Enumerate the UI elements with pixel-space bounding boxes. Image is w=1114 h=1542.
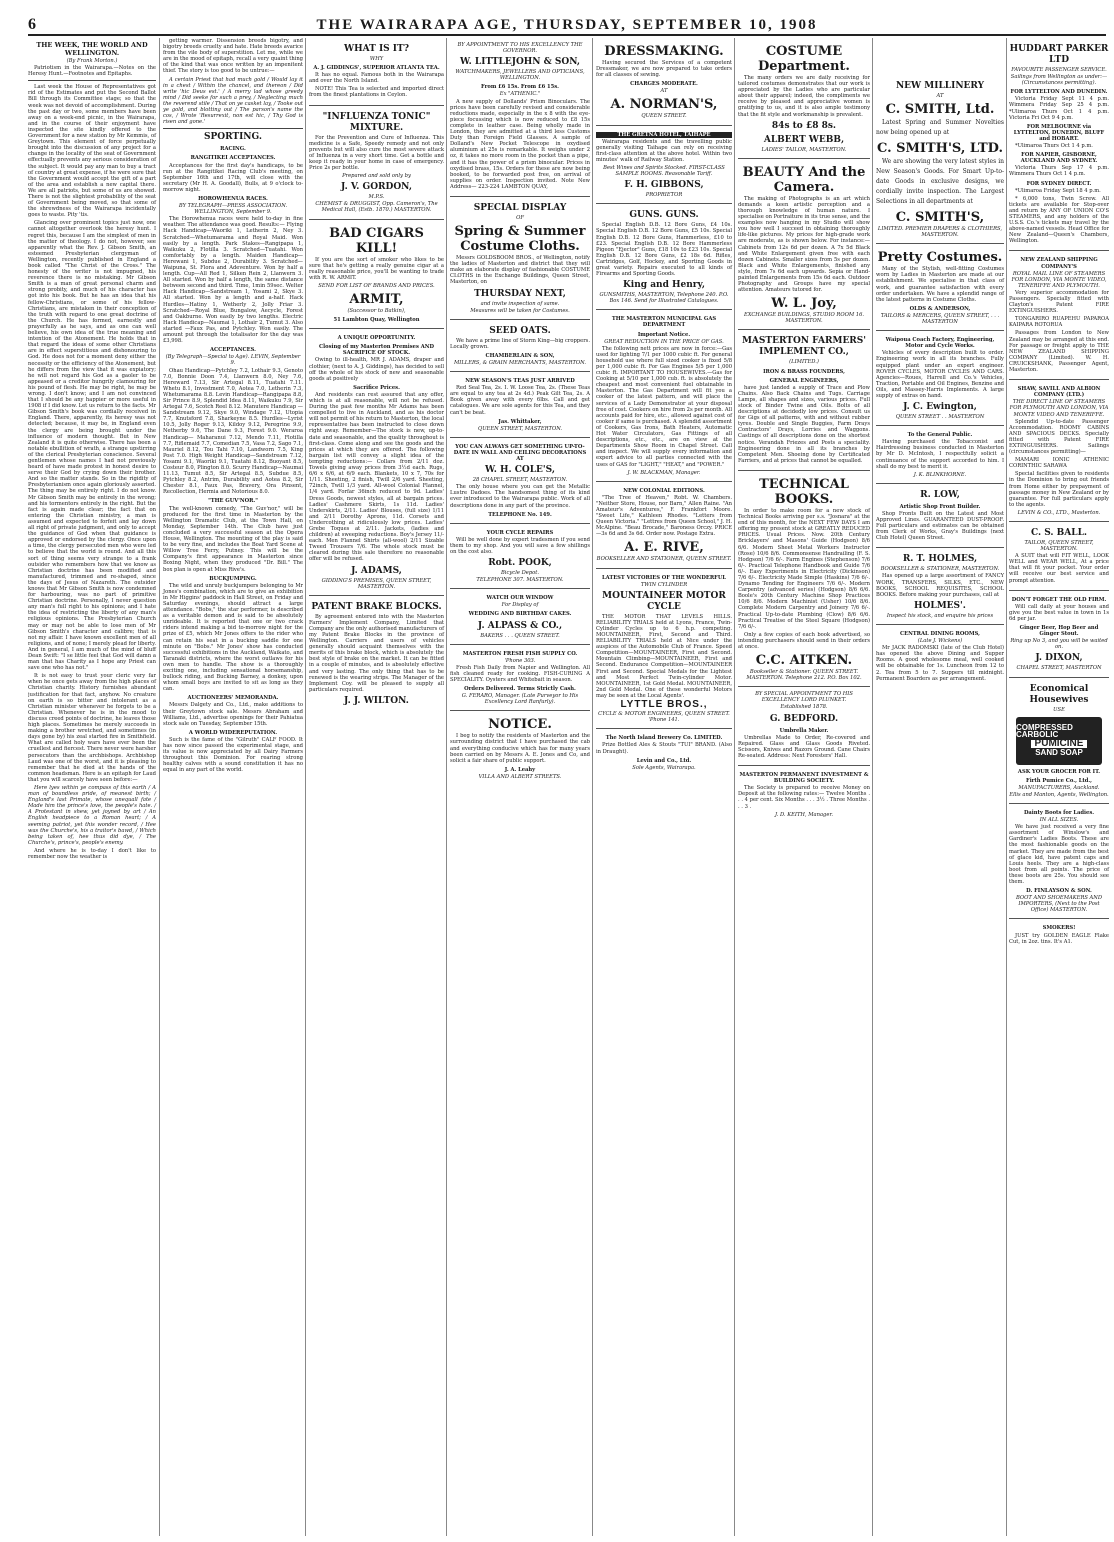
ad-text: (Late J. Wickens)	[917, 638, 963, 645]
column-2	[159, 38, 306, 1536]
ad-body: Special English D.B. 12 Bore Guns, £4 10s. Special English D.B. 12 Bore Guns, £5 10s. Special English D.B. 12 Bore Guns, Hammerless, £10 to £23. Special English D.B. 12 Bore Hammerless Pigeon "Ejector" Guns, £18 10s to £23 10s. Special English D.B. 12 Bore Guns, £2 18s 6d. Rifles, Cartridges, Golf, Hockey, and Sporting Goods in great variety. Repairs executed to all kinds of Firearms and Sporting Goods.	[596, 222, 732, 278]
ad-body: Messrs GOLDSBOOM BROS., of Wellington, notify the ladies of Masterton and district that they will make an elaborate display of fashionable COSTUME CLOTHS in the Exchange Buildings, Queen Street, Masterton, on	[450, 255, 590, 286]
ad-heading: YOUR CYCLE REPAIRS	[486, 529, 554, 536]
ad-body: I beg to notify the residents of Masterton and the surrounding district that I have purchased the cab and everything conducive which has for many years been carried on by Messrs A. E. Jones and Co, and solicit a fair share of public support.	[450, 733, 590, 764]
ad-blinkhorne	[876, 426, 1004, 484]
ad-subheading: CHARGES MODERATE.	[630, 81, 698, 88]
ad-heading: NEW SEASON'S TEAS JUST ARRIVED	[465, 378, 575, 385]
ad-adams	[309, 329, 444, 596]
ad-cole	[450, 438, 590, 524]
ad-giddings	[309, 38, 444, 106]
ad-golden-eagle	[1009, 919, 1109, 950]
ad-heading: ALBERT WEBB,	[763, 134, 845, 145]
ad-heading: YOU CAN ALWAYS GET SOMETHING UP-TO-DATE IN WALL AND CEILING DECORATIONS AT	[453, 443, 587, 463]
schedule: *Ulimaroa Thurs Oct 1 4 p.m.	[1015, 143, 1093, 150]
ad-heading: W. H. COLE'S,	[484, 465, 555, 476]
ad-brewery	[596, 729, 732, 775]
ad-body: The many orders we are daily receiving for tailored costumes demonstrates that our work is appreciated by the Ladies who are particular about their apparel; indeed, the compliments we receive by pleased and appreciative women is gratifying to us, and it is also ample testimony that the fit style and workmanship is prevalent.	[738, 75, 870, 118]
section-heading: SPORTING.	[203, 132, 263, 143]
ad-olds	[876, 244, 1004, 331]
ad-body: Will call daily at your houses and give you the best value in town in 1s 6d per jar.	[1009, 603, 1109, 622]
ad-body: Shop Fronts Built on the Latest and Most Approved Lines. GUARANTEED DUST-PROOF. Full particulars and estimates can be obtained from Clerk of Works, Gray's Buildings (next Club Hotel) Queen Street.	[876, 510, 1004, 542]
ad-heading: BEAUTY And the Camera.	[742, 164, 866, 195]
ad-heading: DON'T FORGET THE OLD FIRM.	[1011, 596, 1107, 603]
byline: (By Frank Morton.)	[66, 58, 118, 64]
ad-subheading: From £6 15s. From £6 15s.	[481, 84, 559, 91]
ad-heading: J. J. WILTON.	[344, 695, 409, 706]
ad-heading: SPECIAL DISPLAY	[473, 202, 567, 213]
ad-heading: LYTTLE BROS.,	[620, 699, 708, 711]
ad-heading: A. NORMAN'S,	[610, 97, 718, 113]
ad-heading: J. ADAMS,	[351, 565, 402, 576]
poem: A certain Priest that had much gold / Would lay it in a chest / Within the chancel, and thereon / Did write 'hic Deus est.' / A merry lad whose greedy mind / Did seeke for such a prey, / Neglecting much the reverend stile / That on ye casket lay, / Tooke out ye gold, and blotting out / The parson's name the cos, / Wrote 'Resurrexit, non est hic, / Thy God is risen and gone.'	[163, 76, 303, 126]
ad-heading: W. L. Joy,	[771, 296, 837, 312]
ad-heading: King and Henry,	[622, 280, 706, 291]
ad-heading: J. V. GORDON,	[341, 182, 412, 193]
ad-low	[876, 484, 1004, 549]
ad-heading: F. H. GIBBONS,	[624, 180, 704, 191]
ad-heading: Waipoua Coach Factory, Engineering, Motor and Cycle Works.	[885, 337, 995, 350]
ad-heading: THURSDAY NEXT,	[474, 288, 566, 299]
ad-text: WHY	[369, 56, 384, 62]
subsection-heading: HOROWHENUA RACES.	[198, 195, 268, 202]
ad-body: Very superior accommodation for Passengers. Specially fitted with Clayton's Patent FIRE EXTINGUISHERS.	[1009, 289, 1109, 315]
ad-body: If you are the sort of smoker who likes to be sure that he's getting a really genuine cigar at a really reasonable price, you'll be wanting to trade with R. W. ARMIT.	[309, 256, 444, 281]
ad-nz-shipping	[1009, 251, 1109, 380]
ad-text: and invite inspection of same.	[480, 300, 560, 307]
ad-joy	[738, 159, 870, 331]
ad-text: TELEPHONE 307. MASTERTON.	[476, 577, 564, 584]
ad-heading: 51 Lambton Quay, Wellington	[333, 317, 420, 324]
ad-text: G. FERARO, Manager. (Late Purveyor to His Excellency Lord Ranfurly).	[461, 693, 579, 706]
ad-subheading: Ginger Beer, Hop Beer and Ginger Stout.	[1019, 625, 1099, 638]
ad-text: Ring up No 3, and you will be waited on.	[1010, 638, 1108, 651]
ad-text: (Successor to Batkin),	[347, 307, 406, 314]
ad-text: CHAPEL STREET, MASTERTON	[1016, 665, 1102, 672]
ad-heading: COSTUME Department.	[758, 44, 850, 74]
ad-text: Sole Agents, Wairarapa.	[632, 764, 696, 771]
ad-subheading: GENERAL ENGINEERS,	[769, 377, 839, 384]
ad-body: Prize Bottled Ales & Stouts "TUI" BRAND. (Also in Draught).	[596, 742, 732, 755]
ad-body: Many of the Stylish, well-fitting Costumes worn by Ladies in Masterton are made at our establishment. We specialise in that class of work, and guarantee satisfaction with every order undertaken. We have a splendid range of the latest patterns in Costume Cloths.	[876, 266, 1004, 303]
ad-heading: HOLMES'.	[914, 600, 966, 611]
ad-text: OF	[516, 214, 524, 221]
ad-heading: MASTERTON PERMANENT INVESTMENT & BUILDING SOCIETY.	[739, 772, 869, 785]
steamer-list: MAMARI IONIC ATHENIC CORINTHIC SARAWA	[1009, 457, 1109, 470]
ad-text: Best Wines and Spirits Stocked. FIRST-CLASS SAMPLE ROOMS. Reasonable Tariff.	[603, 165, 725, 178]
ad-body: The making of Photographs is an art which demands a keen artistic perception and a thorough knowledge of human nature. I specialise on Portraiture in its true sense, and the examples now hanging in my Studio will show you how well I succeed in obtaining thoroughly life-like pictures. My prices for high-grade work are moderate, as is shown below. For instance:—Cabinets from 12s 6d per dozen. A 7x 5d Black and White Enlargement given free with each dozen Cabinets. Smaller sizes from 5s per dozen. Black and White Enlargements, finished any style, from 7s 6d each upwards. Sepia or Hand-painted Enlargements from 15s 6d each. Outdoor Photography and Groups have my special attention. Amateurs tutored for.	[738, 195, 870, 294]
ad-body: A SUIT that will FIT WELL, LOOK WELL and WEAR WELL, At a price that will fit your pocket. Your order will receive our best service and prompt attention.	[1009, 553, 1109, 584]
ad-heading: A. J. GIDDINGS', SUPERIOR ATLANTA TEA.	[313, 65, 440, 72]
ad-heading: NEW COLONIAL EDITIONS.	[623, 487, 705, 494]
ad-text: M.P.S.	[368, 194, 385, 201]
ad-text: Prepared and sold only by	[342, 173, 411, 180]
route-heading: FOR LYTTELTON AND DUNEDIN.	[1010, 89, 1108, 96]
route-heading: FOR NAPIER, GISBORNE, AUCKLAND AND SYDNEY.	[1020, 152, 1098, 165]
ad-text: SEND FOR LIST OF BRANDS AND PRICES.	[318, 282, 435, 289]
ad-text: PROPRIETOR	[645, 192, 683, 199]
ad-heading: ARMIT,	[349, 291, 404, 307]
ad-seed-oats	[450, 320, 590, 372]
ad-text: LEVIN & CO., LTD., Masterton.	[1017, 509, 1101, 516]
ad-heading: G. BEDFORD.	[769, 713, 839, 724]
schedule: Victoria Thurs Sep 17 4 p.m. Wimmera Thurs Oct 1 4 p.m.	[1009, 165, 1109, 178]
ad-text: VILLA AND ALBERT STREETS.	[478, 773, 562, 780]
ad-heading: To the General Public.	[907, 432, 973, 439]
ad-body: Owing to ill-health, MR J. ADAMS, draper and clothier, (next to A. J. Giddings), has decided to sell off the whole of his stock of new and seasonable goods at positively	[309, 357, 444, 382]
dateline: (By Telegraph—Special to Age). LEVIN, September 9.	[165, 354, 301, 367]
ad-gretna	[596, 126, 732, 205]
ad-heading: NEW MILLINERY	[895, 81, 985, 91]
ad-text: AT	[936, 93, 944, 99]
ad-heading: J. ALPASS & CO.,	[477, 620, 563, 631]
ad-body: Splendid Up-to-date Passenger Accommodation. ROOMY CABINS AND SPACIOUS DECKS. Specially fitted with Patent FIRE EXTINGUISHERS. Sailings (circumstances permitting)—	[1009, 418, 1109, 456]
ad-text: BY APPOINTMENT TO HIS EXCELLENCY THE GOVERNOR.	[457, 42, 583, 55]
ad-heading: J. A. Leahy	[504, 766, 536, 773]
ad-heading: Dainty Boots for Ladies.	[1023, 809, 1095, 816]
ad-subheading: Sacrifice Prices.	[353, 384, 400, 391]
ad-body: It has no equal. Famous both in the Wairarapa and over the North Island.	[309, 72, 444, 85]
soap-box-text: SAND SOAP	[1035, 747, 1083, 757]
article-heading: THE WEEK, THE WORLD AND WELLINGTON.	[36, 41, 148, 57]
ad-heading: Economical Housewives	[1029, 683, 1089, 705]
ad-smith	[876, 38, 1004, 244]
soap-box-text: COMPRESSED CARBOLIC	[1016, 723, 1073, 739]
ad-heading: SEED OATS.	[489, 325, 551, 336]
ad-text: EXCHANGE BUILDINGS, STUDIO ROOM 16. MASTERTON.	[743, 312, 865, 325]
ad-text: CYCLE & MOTOR ENGINEERS, QUEEN STREET. 'Phone 141.	[598, 711, 730, 724]
ad-teas	[450, 372, 590, 438]
ad-text: BOOT AND SHOEMAKERS AND IMPORTERS, (Next to the Post Office) MASTERTON.	[1015, 895, 1102, 914]
ad-heading: C. S. BALL.	[1030, 528, 1088, 538]
ad-text: BY SPECIAL APPOINTMENT TO HIS EXCELLENCY LORD PLUNKET.	[755, 691, 853, 704]
ad-heading: MASTERTON FRESH FISH SUPPLY CO.	[462, 650, 578, 657]
ad-body: "The Tree of Heaven," Robt. W. Chambers. "Neither Store, House, nor Barn," Allen Raine. "An Amateur's Adventures," F. Frankfort Moore. "Sweet Life," Kathleen Rhodes. "Letters from Queen Victoria." "Lettres from Queen School," J. H. McAlpine. "Beau Brocade," Baroness Orczy. PRICE—3s 6d and 3s 6d. Order now. Postage Extra.	[596, 494, 732, 538]
ad-text: Inspect his stock, and enquire his prices	[886, 612, 994, 619]
divider	[163, 128, 303, 129]
ad-body: A new supply of Dollands' Prism Binoculars. The prices have been carefully revised and considerable reductions made, especially in the x 8 with the eye-piece focussing which is now reduced to £8 15s complete in leather case. Being wholly made in London, they are admitted at a third less Customs Duty than Foreign Field Glasses. A sample of Dolland's New Pocket Telescope in oxydised aluminium at 25s is remarkable. It weighs under 2 oz, it takes no more room in the pocket than a pipe, and it has the power of a prism binocular. Prices in oxydised brass, 15s. Orders for these are now being booked, to be forwarded post free, on arrival of supplies on order. Inspection invited. Note New Address— 223-224 LAMBTON QUAY,	[450, 98, 590, 190]
paragraph: The Horowhenua races were held to-day in fine weather. The attendance was good. Results:— Flying Hack Handicap—Waoriki 1, Letherin 2, Ney 3. Scratched—Whetumarama and Royal Maid. Won easily by a length. Park Stakes—Rangipapa 1, Waikuku 2, Flotilla 3. Scratched—Tuatahi. Won comfortably by a length. Maiden Handicap—Herewani 1, Subdue 2, Durability 3. Scratched—Waipuna, St. Flora and Adeventure. Won by half a length. Cup—All Red 1, Silken Rein 2, Llanwern 3. All started. Won by half a length, the same distance between second and third. Time, 1min 59sec. Welter Hack Handicap—Sandstream 1, Yosami 2, Skye 3. All started. Won by a length and a-half. Hack Hurdles—Hatiny 1, Wetherly 2, Jolly Friar 3. Scratched—Royal Blue, Bungalow, Aecycle, Forest and Oakburne. Won easily by two lengths. Electric Hack Handicap—Naumai 1, Lothair 2, Tumut 3. Also started —Faux Pas, and Pytchley. Won easily. The amount put through the totalisator for the day was £3,998.	[163, 216, 303, 345]
ad-farmers-implement	[738, 330, 870, 471]
ad-text: J. D. KEITH, Manager.	[774, 811, 834, 818]
article-intro: Patriotism in the Wairarapa.—Notes on the Heresy Hunt.—Footnotes and Epitaphs.	[28, 65, 156, 78]
ad-body: The only house where you can get the Metallic Lustre Dadoes. The handsomest thing of its kind ever introduced to the Wairarapa public. Work of all descriptions done in any part of the province.	[450, 484, 590, 509]
paragraph: Such is the fame of the "Gilruth" CALF FOOD. It has now since passed the experimental stage, and its value is now appreciated by all Dairy Farmers throughout this Dominion. For rearing strong healthy calves with a sound constitution it has no equal in any part of the world.	[163, 736, 303, 774]
ad-text: J. K. BLINKHORNE.	[913, 471, 967, 478]
paragraph: And where he is to-day I don't like to remember now the weather is	[28, 847, 156, 860]
ad-text: (LIMITED.)	[789, 359, 819, 366]
ad-heading: NEW ZEALAND SHIPPING COMPANY'S	[1020, 257, 1098, 270]
ad-heading: CENTRAL DINING ROOMS,	[899, 630, 980, 637]
ad-pumicine	[1009, 678, 1109, 804]
ad-text: TAILORS & MERCERS, QUEEN STREET, . . . MASTERTON	[880, 312, 1000, 326]
ad-body: We have just received a very fine assortment of Winslow's and Gardiner's Ladies Boots. These are the most fashionable goods on the market. They are made from the best of glace kid, have patent caps and Louis heels. They are a high-class boot from all points. The price of these boots are 25s. You should see them.	[1009, 824, 1109, 885]
ad-body: Having secured the Services of a competent Dressmaker, we are now prepared to take orders for all classes of sewing.	[596, 60, 732, 79]
ad-text: WATCHMAKERS, JEWELLERS AND OPTICIANS, WELLINGTON.	[455, 69, 585, 82]
paragraph: Acceptances for the first day's handicaps, to be run at the Rangitikei Racing Club's meeting, on September 16th and 17th, will close with the secretary (Mr H. A. Goodall), Bulls, at 9 o'clock to-morrow night.	[163, 162, 303, 193]
ad-text: Sailings from Wellington as under:— (Circumstances permitting).	[1010, 74, 1108, 87]
ad-body: Latest Spring and Summer Novelties now being opened up at	[876, 119, 1004, 137]
ad-heading: J. C. Ewington,	[903, 402, 977, 413]
ad-heading: SMOKERS!	[1042, 925, 1076, 932]
columns	[28, 38, 1108, 1538]
subsection-heading: A WORLD WIDEREPUTATION.	[188, 729, 278, 736]
paragraph: The well-known comedy, "The Guv'nor," will be produced for the first time in Masterton by the Wellington Dramatic Club, at the Town Hall, on Monday, September 14th. The Club have just concluded a very successful season at the Opera House, Wellington. The mounting of the play is said to be very fine, and includes the Boat Yard Scene at Willow Tree Ferry, Putney. This will be the Company's first appearance in Masterton since Boxing Night, when they produced "Dr. Bill." The box plan is open at Miss Rive's.	[163, 505, 303, 573]
ad-heading: THE MASTERTON MUNICIPAL GAS DEPARTMENT	[611, 316, 717, 329]
ad-heading: D. FINLAYSON & SON.	[1026, 888, 1092, 895]
ad-body: In order to make room for a new stock of Technical Books arriving per s.s. "Josnara" at the end of this month, for the NEXT FEW DAYS I am offering my present stock at GREATLY REDUCED PRICES. Usual Prices. Now. 20th Century Bricklayers' and Masons' Guide (Hodgson) 8/6 6/6. Modern Sheet Metal Workers Instructor (Rose) 10/6 8/6. Commonsense Handrailing (F. S. Hodgson) 7/6 6/-. Farm Engines (Stephenson) 7/6 6/-. Practical Telephone Handbook and Guide 7/6 6/-. Easy Experiments in Electricity (Dickinson) 7/6 6/-. Electricity Made Simple (Haskins) 7/6 6/-. Dynamo Tending for Engineers 7/6 6/-. Modern Carpentry (advanced series) (Hodgson) 8/6 6/6. Boole's 20th Century Machine Shop Practices 10/6 8/6. Modern Machinist (Usher) 10/6 8/6. Complete Modern Carpentry and Joinery 7/6 6/-. Practical Up-to-date Plumbing (Clow) 8/6 6/6. Practical Treatise of the Steel Square (Hodgson) 7/6 6/-.	[738, 507, 870, 630]
ad-ewington	[876, 331, 1004, 426]
ad-text: J. W. BLACKMAN, Manager.	[627, 469, 701, 476]
subsection-heading: RACING.	[220, 146, 246, 153]
ad-ball	[1009, 522, 1109, 591]
ad-heading: "INFLUENZA TONIC" MIXTURE.	[322, 111, 431, 133]
ad-heading: C. SMITH, Ltd.	[885, 102, 995, 118]
ad-heading: PATENT BRAKE BLOCKS.	[311, 601, 442, 612]
ad-body: By agreement entered into with the Masterton Farmers' Implement Company, Limited that Company are the only authorised manufacturers of my Patent Brake Blocks in the province of Wellington. Carriers and users of vehicles generally should acquaint themselves with the merits of this brake block, which is absolutely the best style of brake on the market. It can be fitted in a couple of minutes, and is absolutely effective and very lasting. The only thing that has to be renewed is the wearing strips. The Manager of the Implement Coy. will be pleased to supply all particulars required.	[309, 613, 444, 693]
paragraph: Messrs Dalgety and Co., Ltd., make additions to their Greytown stock sale. Messrs Abraham and Williams, Ltd., advertise openings for their Pahiatua stock sale on Tuesday, September 15th.	[163, 702, 303, 727]
ad-heading: NOTICE.	[488, 717, 552, 733]
ad-text: TWIN CYLINDER	[640, 581, 688, 588]
ad-text: GUNSMITHS, MASTERTON, Telephone 240. P.O. Box 146. Send for Illustrated Catalogues.	[599, 292, 729, 305]
ad-heading: SHAW, SAVILL AND ALBION COMPANY (LTD.)	[1017, 386, 1101, 399]
ad-subheading: Closing of my Masterton Premises AND SACRIFICE OF STOCK.	[319, 344, 434, 357]
column-5	[592, 38, 735, 1536]
ad-text: Ellis and Manton, Agents, Wellington.	[1009, 791, 1109, 798]
ad-gas	[596, 310, 732, 481]
ad-heading: J. DIXON,	[1035, 653, 1083, 664]
ad-mountaineer	[596, 569, 732, 730]
ad-body: Mr JACK RADOMSKI (late of the Club Hotel) has opened the above Dining and Supper Rooms. A good wholesome meal, well cooked will be obtainable for 1s. Luncheon from 12 to 2. Tea from 5 to 7. Suppers till midnight. Permanent Boarders as per arrangement.	[876, 645, 1004, 682]
newspaper-title: THE WAIRARAPA AGE, THURSDAY, SEPTEMBER 10, 1908	[316, 17, 818, 33]
ad-holmes	[876, 548, 1004, 625]
ad-text: BOOKSELLER & STATIONER, MASTERTON.	[880, 566, 1000, 573]
subsection-heading: AUCTIONEERS' MEMORANDA.	[187, 695, 279, 702]
ad-rive	[596, 482, 732, 569]
ad-heading: C. SMITH'S, LTD.	[876, 141, 1004, 157]
ad-text: LADIES' TAILOR, MASTERTON.	[761, 146, 847, 153]
ad-heading: W. LITTLEJOHN & SON,	[459, 57, 581, 68]
ad-heading: WHAT IS IT?	[344, 44, 409, 54]
ad-huddart-parker	[1009, 38, 1109, 251]
ad-text: GIDDING'S PREMISES, QUEEN STREET, MASTERTON.	[321, 577, 432, 590]
ad-subheading: IRON & BRASS FOUNDERS,	[763, 368, 845, 375]
ad-body: Will be well done by expert tradesmen if you send them to my shop. And you will save a few shillings on the cost also.	[450, 536, 590, 555]
ad-alpass	[450, 589, 590, 644]
column-7	[872, 38, 1007, 1536]
soap-box-illustration	[1016, 717, 1102, 765]
ad-cigars	[309, 220, 444, 330]
ad-text: 28 CHAPEL STREET, MASTERTON.	[472, 477, 568, 484]
ad-subheading: Umbrella Maker.	[779, 727, 829, 734]
ad-body: And residents can rest assured that any offer, which is at all reasonable, will not be refused. During the past few months Mr Adams has been compelled to live in Auckland, and as his doctor will not permit of his return to Masterton, the local representative has been instructed to close down right away. Remember—The stock is new, up-to-date and seasonable, and the quality throughout is first-class. Come along and see the goods and the prices at which they are offered. The following bargain list will convey a slight idea of the tempting reductions:— Collars from 2/11 doz. Towels giving away prices from 3½d each. Rugs, 6/6 x 6/6, at 6/9 each. Blankets, 10 x 7, 70s for 1/11. Sheeting, 2 finish, Twill 2/6 yard. Sheeting, 72inch, Twill 1/3 yard. All-wool Colonial Flannel, 1/4 yard. Forfar 36inch reduced to 9d. Ladies' Dress Goods, newest styles, all at bargain prices. Ladies' Cashmere Skirts, 1s 11d. Ladies' Underskirts, 2/11. Ladies' Blouses, (full size) 1/11 and 2/11 Dorothy Aprons, 11d. Corsets and Undercothing at ridiculously low prices. Ladies' Grebe Toques at 2/11. Jackets, (ladies and children) at sweeping reductions. Boy's Jersey 11/- each. Men Flannel Shirts (all-wool) 2/11 Sizable Tweed Trousers 7/6. The whole stock must be cleared during this sale therefore no reasonable offer will be refused.	[309, 391, 444, 563]
ad-heading: Spring & Summer Costume Cloths.	[454, 224, 586, 255]
ad-subheading: ASK YOUR GROCER FOR IT.	[1017, 768, 1101, 775]
ad-text: TAILOR, QUEEN STREET, MASTERTON.	[1024, 540, 1094, 553]
ad-text: QUEEN STREET, MASTERTON.	[477, 425, 563, 432]
ad-text: MILLERS, & GRAIN MERCHANTS, MASTERTON.	[453, 360, 587, 366]
ad-text: Bicycle Depot.	[501, 570, 539, 577]
ad-body: have just landed a supply of Trace and Plow Chains. Also Back Chains and Tugs. Carriage Lamps, all shapes and sizes, various prices. Full stock of Binder Twine and Oils. Bolts of all descriptions at decidedly low prices. Consult us for Gigs of all patterns, with and without rubber tyres. Double and Single Buggies, Farm Drays Contractors' Drays, Lorries and Waggons. Castings of all descriptions done on the shortest notice. Verandah Friezes and Posts a speciality. Engineering done in all its branches by Competent Men. Shoeing done by Certificated Farriers, and at prices that cannot be equalled.	[738, 384, 870, 464]
ad-text: QUEEN STREET.	[641, 113, 687, 120]
ad-text: LIMITED. PREMIER DRAPERS & CLOTHIERS, MASTERTON.	[877, 226, 1003, 239]
subsection-heading: "THE GUV'NOR."	[208, 498, 258, 505]
ad-subheading: TELEPHONE No. 149.	[488, 511, 552, 518]
paragraph: It is not easy to trust your cleric very far when he once gets away from the high places of Christian charity. History furnishes abundant justification for that fact, anyhow. No creature on earth is so bitter and intolerant as a Christian minister whenever he forgets to be a Christian. Whenever he is in the mood to discuss creed points of doctrine, he leaves those high places. Sometimes he merely succeeds in making a brother wretched, and sometimes (in days gone by) his zeal started fire in Smithfield. What are called holy wars have ever been the cruellest and fiercest. There never were harsher persecutors than the archbishops. Archbishop Laud was one of the worst, and it is pleasing to remember that he died at the hands of the common headsman. Here is an epitaph for Laud that you will scarcely have seen before:—	[28, 673, 156, 783]
ad-influenza	[309, 106, 444, 220]
column-8	[1006, 38, 1111, 1536]
ad-text: CHEMIST & DRUGGIST, Opp. Cameron's, The Medical Hall, (Estb. 1870.) MASTERTON.	[315, 201, 438, 214]
ad-text: MANUFACTURERS, Auckland.	[1018, 784, 1100, 791]
ad-text: ROYAL MAIL LINE OF STEAMERS FOR LONDON, VIA MONTE VIDEO, TENERIFFE AND PLYMOUTH.	[1011, 270, 1107, 289]
ad-heading: R. LOW,	[920, 489, 960, 500]
subsection-heading: RANGITIKEI ACCEPTANCES.	[190, 155, 276, 162]
ad-text: BAKERS . . . QUEEN STREET.	[480, 632, 560, 639]
ad-body: Umbrellas Made to Order, Re-covered and Repaired. Glass and Glass Goods Riveted. Scissors, Knives and Razors Ground. Cane Chairs Re-seated. Address: Next Foresters' Hall.	[738, 734, 870, 759]
ad-pook	[450, 524, 590, 590]
ad-body: NOTE! This Tea is selected and imported direct from the finest plantations in Ceylon.	[309, 86, 444, 99]
ad-body: Having purchased the Tobacconist and Hairdressing business conducted in Masterton by Mr D. McIntosh, I respectfully solicit a continuance of the support accorded to him. I shall do my best to merit it.	[876, 439, 1004, 470]
column-4	[446, 38, 593, 1536]
ad-body: Vehicles of every description built to order. Engineering work in all its branches. Fully equipped plant under an expert engineer. ROVER CYCLES, MOTOR CYCLES AND CARS. Agencies—Roues, Harrell and Co.'s Vehicles, Traction, Portable and Oil Engines, Benzine and Oils, and Massey-Harris Implements. A large supply of extras on hand.	[876, 350, 1004, 399]
subsection-heading: ACCEPTANCES.	[210, 347, 256, 354]
ad-heading: Robt. POOK,	[488, 558, 552, 569]
ad-subheading: 84s to £8 8s.	[771, 120, 837, 131]
paragraph: getting warmer. Dissension breeds bigotry, and bigotry breeds cruelty and hate. Hate breeds avarice from the vile body of superstition. Let me, while we are in the mood of epitaph, recall a very quaint thing of the kind that was once written by an impenitent thief. The story is too good to be untrue:—	[163, 38, 303, 75]
ad-webb	[738, 38, 870, 159]
ad-text: 'Phone 303.	[504, 657, 536, 664]
ad-text: For Display of	[501, 602, 539, 609]
ad-heading: THE GRETNA HOTEL, TAIHAPE	[596, 132, 732, 138]
ad-text: QUEEN STREET . . MASTERTON	[895, 414, 985, 421]
ad-heading: GUNS. GUNS.	[629, 210, 699, 221]
ad-heading: C.C. AITKEN.	[755, 653, 853, 669]
ad-heading: A. E. RIVE,	[624, 540, 704, 556]
ad-heading: Pretty Costumes.	[877, 250, 1003, 266]
ad-shaw-savill	[1009, 380, 1109, 522]
ad-heading: MASTERTON FARMERS' IMPLEMENT CO.,	[741, 336, 867, 358]
ad-heading: DRESSMAKING.	[604, 44, 724, 59]
ad-subheading: Orders Delivered. Terms Strictly Cash.	[464, 686, 576, 693]
ad-body: Passages from London to New Zealand may be arranged at this end. For passage or freight apply to THE NEW ZEALAND SHIPPING COMPANY (Limited). W. H. CRUICKSHANK, Passenger Agent, Masterton.	[1009, 330, 1109, 374]
ad-body: * 6,000 tons, Twin Screw. All tickets are available for Stop-over and return by ANY OF UNION CO'S STEAMERS, and any holders of the U.S.S. Co.'s tickets may travel by the above-named vessels. Head Office for New Zealand—Queen's Chambers, Wellington.	[1009, 195, 1109, 245]
ad-heading: OLDS & ANDERSON,	[909, 305, 971, 312]
ad-text: Bookseller & Stationer. QUEEN STREET. MASTERTON. Telephone 212. P.O. Box 102.	[746, 669, 862, 682]
ad-body: We are showing the very latest styles in New Season's Goods. For Smart Up-to-date Goods in exclusive designs, we cordially invite inspection. The Largest Selections in all departments at	[876, 158, 1004, 206]
ad-dixon	[1009, 591, 1109, 678]
ad-text: USE	[1053, 706, 1065, 713]
ad-body: The Society is prepared to receive Money on Deposit at the following rates:— Twelve Months . . . 4 per cent. Six Months . . . 3½ . Three Months . . . 3 .	[738, 785, 870, 810]
dateline: BY TELEGRAPH—PRESS ASSOCIATION. WELLINGTON, September 9.	[178, 203, 288, 216]
steamer-list: TONGARIRO RUAPEHU PAPAROA KAIPARA ROTORUA	[1009, 316, 1109, 329]
ad-text: BOOKSELLER AND STATIONER, QUEEN STREET.	[596, 556, 732, 563]
route-heading: FOR MELBOURNE via LYTTELTON, DUNEDIN, BLUFF and HOBART.	[1013, 123, 1105, 142]
paragraph: Last week the House of Representatives got rid of the Estimates and put the Second Ballot Bill through its Committee stage; so that the week was not devoid of accomplishment. During the past day or two, some members have been away on a week-end picnic, in the Wairarapa, and in the course of their enjoyment have inspected the site kindly offered to the Government for a new station by Mr Kemmis, of Greytown. This element of force perpetually brought into the discussion of any project for a change in the locality of the seat of Government effectually prevents any serious consideration of the subject. It would pay any man to buy a tract of country at great expense, if he were sure that the Government would accept the gift of a part of the area and establish a new capital there. We are all patriots, but some of us are showed. There is not the slightest probability of the seat of Government being moved, so that some of the shrewdness of the Wairarapa incidentally goes to waste. Pity 'tis.	[28, 84, 156, 219]
ad-text: IN ALL SIZES.	[1039, 817, 1079, 824]
ad-heading: MOUNTAINEER MOTOR CYCLE	[602, 590, 726, 612]
ad-littlejohn	[450, 38, 590, 197]
ad-body: For the Prevention and Cure of Influenza. This medicine is a Safe, Speedy remedy and not only prevents but will also cure the most severe attack of Influenza in a very short time. Get a bottle and keep it ready in your home in case of emergency. Price 2s per bottle.	[309, 134, 444, 172]
column-1	[28, 38, 159, 1536]
column-6	[734, 38, 873, 1536]
schedule: *Ulimaroa Friday Sept 18 4 p.m.	[1015, 187, 1101, 194]
ad-notice	[450, 711, 590, 785]
masthead	[28, 12, 1106, 36]
ad-body: Red Seal Tea, 2s. I. W. Loose Tea, 2s. (These Teas are equal to any tea at 2s 4d.) Peak Gilt Tea, 2s. A Book given away with every 6lbs. Call and get catalogues. We are sole agents for this Tea, and they can't be beat.	[450, 385, 590, 416]
ad-heading: WATCH OUR WINDOW	[486, 595, 554, 602]
schedule: Victoria Friday Sept 11 4 p.m. Wimmera Friday Sep 25 4 p.m. *Ulimaroa Thurs Oct 1 4 p.m. Victoria Fri Oct 9 4 p.m.	[1009, 96, 1109, 121]
ad-norman	[596, 38, 732, 126]
ad-heading: C. SMITH'S,	[895, 210, 985, 226]
ad-text: FAVOURITE PASSENGER SERVICE.	[1011, 67, 1107, 73]
ad-finlayson	[1009, 804, 1109, 920]
ad-fish	[450, 645, 590, 712]
column-3	[305, 38, 447, 1536]
ad-body: Fresh Fish Daily from Napier and Wellington. All fish cleaned ready for cooking. FISH-CURING A SPECIALITY. Oysters and Whitebait in season.	[450, 664, 590, 683]
ad-heading: HUDDART PARKER LTD	[1009, 44, 1109, 65]
paragraph: Glancing over prominent topics just now, one cannot altogether overlook the heresy hunt. I regret this, because I am the simplest of men in the matter of theology. I do not, however, see apparently what the Rev. J. Gibson Smith, an esteemed Presbyterian clergyman of Wellington, recently published in England a book called "The Christ of the Cross." The honesty of the writer is not impugned, his reverence there is no mistaking. Mr Gibson Smith is a man of great personal charm and strong probity, and much of his character has got into his book. But he has an idea that his fellow-Christians, or some of his fellow-Christians, are mistaken in their conception of the truth with regard to one great doctrine of the Church. He has formed, earnestly and prayerfully as he says, and as one can well believe, his own idea of the true meaning and intention of the Atonement. He holds that in that regard the ideas of some other Christians are in effect superstitious and dishonouring to God. He does not for a moment deny either the necessity or the efficiency of the Atonement, but he differs from the view that it was expiatory; he will not regard his God as a gaoler to be appeased or a creditor hungrily clamouring for his pound of flesh. He may be right, he may be wrong. I don't know; and I am not convinced that I should be any happier or more useful in 1908 if I did know. Let us return to the facts. Mr Gibson Smith's book was cordially received in England. There, apparently, its heresy was not detected; because, it may be, in England even the clergy are being brought under the influence of modern thought. But in New Zealand it is quite otherwise. There has been a notable ebullition of wrath, a strange upstirring of the clerical Presbyterian conscience. Several gentlemen whose names I had not previously heard of have made protest in honest desire to serve their God by crying down their brother. And so the matter stands. So in the rigidity of Presbyterianism once again gloriously asserted. The thing may be entirely right. I do not know. Mr Gibson Smith may be entirely in the wrong; and his tormentors entirely in the right. But the fact is again made clear; the fact that on entering the Christian ministry, a man is assumed and expected to forfeit and lay down all right of private judgment, and only to accept the guidance of God when that guidance is approved or endorsed by the clergy. Once upon a time, the clergy persecuted men who were led to believe that the world is round. And all this sort of thing seems very strange to a frank outsider who remembers how that we know as Christian doctrine has been modified and manufactured, trimmed and re-shaped, since the days of Jesus of Nazareth. The outsider knows that Mr Gibson Smith is now condemned for harbouring, was no part of primitive Christian doctrine. Personally, I never question any man's full right to his opinions; and I hate the idea of restricting the liberty of any man's religious opinions. The Presbyterian Church may or may not be able to lose men of Mr Gibson Smith's character and calibre; that is not my affair. I have known excellent men of all religions, and of none; I merely plead for liberty. And in general, I am much of the mind of bluff Dean Swift: "I se little feel that God will damn a man that has Charity as I hope any Priest can save one who has not."	[28, 220, 156, 672]
ad-text: GREAT REDUCTION IN THE PRICE OF GAS.	[604, 338, 724, 345]
ad-body: Wairarapa residents and the travelling public generally visiting Taihape can rely on receiving first-class attention at the above hotel. Within two minutes' walk of Railway Station.	[596, 138, 732, 163]
ad-heading: The North Island Brewery Co. LIMITED.	[605, 735, 723, 742]
ad-subheading: Important Notice.	[637, 331, 691, 338]
ad-heading: WEDDING AND BIRTHDAY CAKES.	[468, 611, 572, 618]
ad-heading: Levin and Co., Ltd.	[636, 757, 692, 764]
ad-subheading: Artistic Shop Front Builder.	[899, 503, 981, 510]
ad-heading: R. T. HOLMES,	[902, 554, 978, 565]
subsection-heading: BUCKJUMPING.	[209, 575, 257, 582]
ad-heading: CHAMBERLAIN & SON,	[485, 352, 555, 359]
divider	[28, 80, 156, 81]
ad-guns	[596, 204, 732, 310]
ad-heading: BAD CIGARS KILL!	[329, 225, 424, 256]
ad-body: Special facilities given to residents in the Dominion to bring out friends from Home either by prepayment of passage money in New Zealand or by guarantee. For full particulars apply to the agents.	[1009, 471, 1109, 508]
ad-heading: A UNIQUE OPPORTUNITY.	[337, 335, 416, 342]
ad-body: Has opened up a large assortment of FANCY WORK, TRANSFERS, SILKS, ETC., NEW BOOKS, SCHOOL REQUISITES, SCHOOL BOOKS. Before making your purchases, call at	[876, 573, 1004, 598]
poem: Here lyes within ye compass of this earth / A man of boundless pride, of meanest birth; / England's last Primate, whose unequall fate / Made him the prince's love, the people's hate. / A Protestant in shew, yet joyned by art / An English headpiece to a Roman heart; / A seeming patriot, yet this wonder record, / Hee was the Churche's, his a traitor's bawd, / Which being taken of, hee thus did dye, / The Churche's, prince's, people's enemy.	[28, 784, 156, 846]
ad-body: JUST try GOLDEN EAGLE Flake Cut, in 2oz. tins. It's A1.	[1009, 932, 1109, 945]
ad-body: Only a few copies of each book advertised, so intending purchasers should send in their orders at once.	[738, 631, 870, 650]
ad-dining	[876, 625, 1004, 688]
ad-text: Ex "ATHENIC."	[499, 91, 541, 98]
ad-permanent-society	[738, 766, 870, 823]
ad-body: We have a prime line of Storm King—big croppers. Locally grown.	[450, 337, 590, 350]
ad-heading: Firth Pumice Co., Ltd.,	[1026, 777, 1092, 784]
ad-goldsboom	[450, 197, 590, 320]
soap-box-brand: PUMICINE	[1031, 740, 1088, 748]
ad-body: The following nett prices are now in force:—Gas used for lighting 7/1 per 1000 cubic ft. For general household use where full sized cooker is fixed 5/8 per 1,000 cubic ft. For Gas Engines 5/5 per 1,000 cubic ft. IMPORTANT TO HOUSEWIVES.—Gas for Cooking at 5/10 per 1,000 cub. ft. is absolutely the cheapest and most convenient fuel obtainable in Masterton. The Gas Department will fit you a cooker of the latest pattern, and will place the services of a Lady Demonstrator at your disposal free of cost. Cookers on hire from 2s per month. All accounts paid for hire, etc., allowed against cost of cooker if same is purchased. A splendid assortment of Cookers, Gas Irons, Bath Heaters, Automatic Hot Water Circulators, Gas Fittings of all descriptions, etc., etc., are on view at the Departments Show Room in Chapel Street. Call and inspect. We will supply every information and expert advice to all parties connected with the uses of GAS for "LIGHT," "HEAT," and "POWER."	[596, 345, 732, 468]
ad-heading: Jas. Whittaker,	[498, 418, 542, 425]
ad-body: THE MOTOR THAT LEVELS HILLS. RELIABILITY TRIALS held at Lyons, France, Twin-Cylinder Cycles up to 6 h.p. competing. MOUNTAINEER, First, Second and Third. RELIABILITY TRIALS held at Nice under the auspices of the Automobile Club of France. Speed Competition—MOUNTAINEER, First and Second. Mountain Climbing—MOUNTAINEER, First and Second. Endurance Competition—MOUNTAINEER First and Second. Special Medals for the Lightest and Most Perfect Twin-cylinder Motor. MOUNTAINEER, 1st Gold Medal. MOUNTAINEER, 2nd Gold Medal. One of these wonderful Motors may be seen at the Local Agents'.	[596, 613, 732, 699]
route-heading: FOR SYDNEY DIRECT.	[1026, 180, 1092, 187]
ad-text: THE DIRECT LINE OF STEAMERS FOR PLYMOUTH AND LONDON, VIA MONTE VIDEO AND TENERIFFE.	[1009, 399, 1109, 418]
ad-bedford	[738, 687, 870, 766]
ad-heading: TECHNICAL BOOKS.	[759, 476, 849, 507]
ad-text: Established 1878.	[780, 704, 828, 711]
ad-text: AT	[660, 88, 668, 95]
ad-heading: LATEST VICTORIES OF THE WONDERFUL	[601, 574, 727, 581]
ad-brake-blocks	[309, 596, 444, 712]
paragraph: The wild and unruly buckjumpers belonging to Mr Jones's combination, which are to give an exhibition in Mr Higgins' paddock in Hall Street, on Friday and Saturday evenings, should attract a large attendance. "Bobs," the star performer, is described as a veritable demon and is said to be absolutely unrideable. It is reported that one or two crack riders intend making a bid to-morrow night for the prize of £5, which Mr Jones offers to the rider who can retain his seat in a bucking saddle for one minute on "Bobs." Mr Jones' show has conducted successful exhibitions in the Auckland, Waikato, and Taranaki districts, where the worst outlaws for his own men to handle. The show is a thoroughly exciting one, including sensational horsemanship, bullock riding, and Bucking Barney, a donkey, upon whom small boys are invited to sit as long as they can.	[163, 582, 303, 693]
ad-text: Measures will be taken for Costumes.	[470, 307, 570, 314]
paragraph: Ohau Handicap—Pytchley 7.2, Lothair 9.3, Genoto 7.0, Bonnie Doon 7.4, Llanwern 8.0, Ney 7.6, Hereward 7.13, Sir Artegal 8.11, Tuatahi 7.11. Whetu 8.1, Investment 7.0, Aotea 7.0, Letherin 7.3, Whetumarama 8.8. Levin Handicap—Rangipapa 8.8, Sir Prince 8.9, Splendid Idea 8.11, Waikuku 7.9, Sir Artegal 7.6, Scotch Reel 8.12. Manutere Handicap — Sandstream 9.12, Skye 9.0, Windage 7.12, Utopia 7.7, Knutsford 7.8, Sharkeyne 8.5. Hurdles—Lyrist 10.5, Jolly Roger 9.13, Kildoy 9.12, Peregrine 9.9, Netherby 9.6, The Dane 9.3, Forest 9.0. Weraroa Handicap— Maharanui 7.12, Mendo 7.11, Flotilla 7.7, Riflemaid 7.7, Comedian 7.5, Vasa 7.2, Sago 7.1, Mauriel 8.12, Tou Tahi 7.10, Landworn 7.5, King Post 7.0. High Weight Handicap—Sandstream 7.12, Yosami 9.1, Waoriki 9.1, Tuatahi 8.12, Buoyant 8.5, Costeur 8.0, Plington 8.0. Scurry Handicap—Naumai 11.13, Tumut 8.5, Sir Artegal 8.5, Subdue 8.5, Pytchley 8.2, Antrim, Durability and Aotea 8.2, Sir Chester 8.1, Faux Pas, Bravery, Ora Pinsent, Recollection, Hermia and Notorious 8.0.	[163, 367, 303, 496]
ad-aitken	[738, 471, 870, 687]
page-number: 6	[28, 16, 36, 33]
